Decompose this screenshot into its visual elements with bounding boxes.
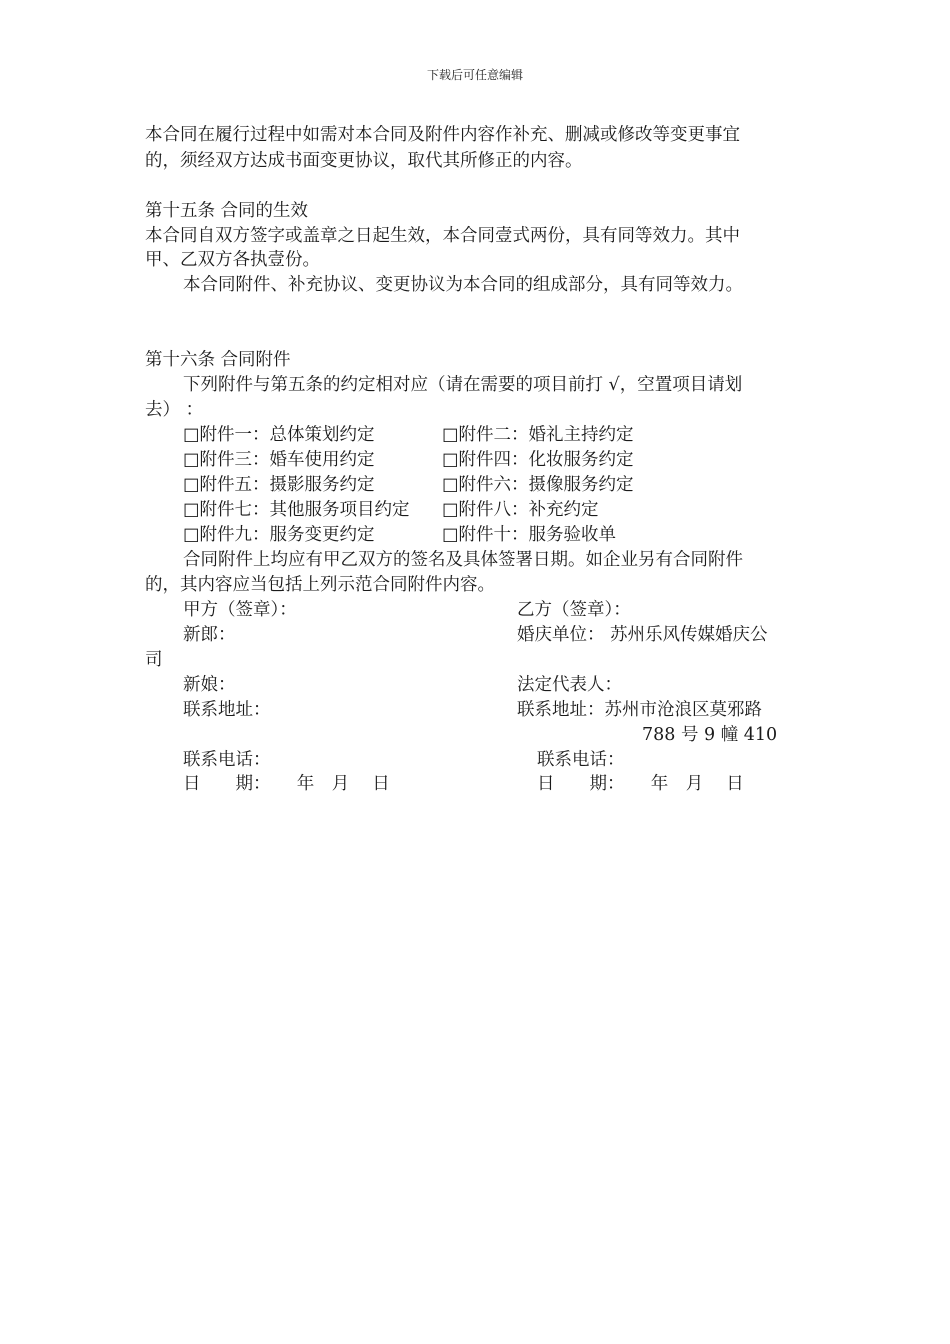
party-b-unit-cont: 司: [145, 650, 163, 670]
party-b-unit: 婚庆单位： 苏州乐风传媒婚庆公: [517, 625, 768, 645]
attachment-4: □附件四：化妆服务约定: [442, 450, 634, 470]
attachment-10: □附件十：服务验收单: [442, 525, 617, 545]
attachment-1: □附件一：总体策划约定: [183, 425, 375, 445]
article-16-title: 第十六条 合同附件: [145, 350, 291, 370]
party-a-date: 日 期： 年 月 日: [183, 774, 390, 794]
party-a-phone: 联系电话：: [183, 750, 271, 770]
party-b-address-cont: 788 号 9 幢 410: [642, 725, 778, 745]
party-b-phone: 联系电话：: [537, 750, 625, 770]
party-b-title: 乙方（签章）：: [517, 600, 631, 620]
article-15-p2: 本合同附件、补充协议、变更协议为本合同的组成部分，具有同等效力。: [183, 275, 743, 295]
attachment-3: □附件三：婚车使用约定: [183, 450, 375, 470]
article-15-p1-line-2: 甲、乙双方各执壹份。: [145, 250, 320, 270]
attachment-5: □附件五：摄影服务约定: [183, 475, 375, 495]
party-b-date: 日 期： 年 月 日: [537, 774, 744, 794]
attachment-8: □附件八：补充约定: [442, 500, 599, 520]
page-header: 下载后可任意编辑: [426, 68, 523, 82]
party-b-representative: 法定代表人：: [517, 675, 622, 695]
party-b-address: 联系地址：苏州市沧浪区莫邪路: [517, 700, 762, 720]
attachment-6: □附件六：摄像服务约定: [442, 475, 634, 495]
party-a-address: 联系地址：: [183, 700, 271, 720]
article-16-p2-line-1: 合同附件上均应有甲乙双方的签名及具体签署日期。如企业另有合同附件: [183, 550, 743, 570]
party-a-groom: 新郎：: [183, 625, 236, 645]
attachment-9: □附件九：服务变更约定: [183, 525, 375, 545]
article-15-title: 第十五条 合同的生效: [145, 201, 309, 221]
party-a-bride: 新娘：: [183, 675, 236, 695]
party-a-title: 甲方（签章）：: [183, 600, 297, 620]
attachment-2: □附件二：婚礼主持约定: [442, 425, 634, 445]
article-15-p1-line-1: 本合同自双方签字或盖章之日起生效，本合同壹式两份，具有同等效力。其中: [145, 226, 740, 246]
article-16-p1-line-1: 下列附件与第五条的约定相对应（请在需要的项目前打 √，空置项目请划: [183, 375, 743, 395]
article-16-p1-line-2: 去） ：: [145, 400, 204, 420]
intro-line-1: 本合同在履行过程中如需对本合同及附件内容作补充、删减或修改等变更事宜: [145, 125, 740, 145]
intro-line-2: 的，须经双方达成书面变更协议，取代其所修正的内容。: [145, 151, 583, 171]
article-16-p2-line-2: 的，其内容应当包括上列示范合同附件内容。: [145, 575, 495, 595]
attachment-7: □附件七：其他服务项目约定: [183, 500, 410, 520]
